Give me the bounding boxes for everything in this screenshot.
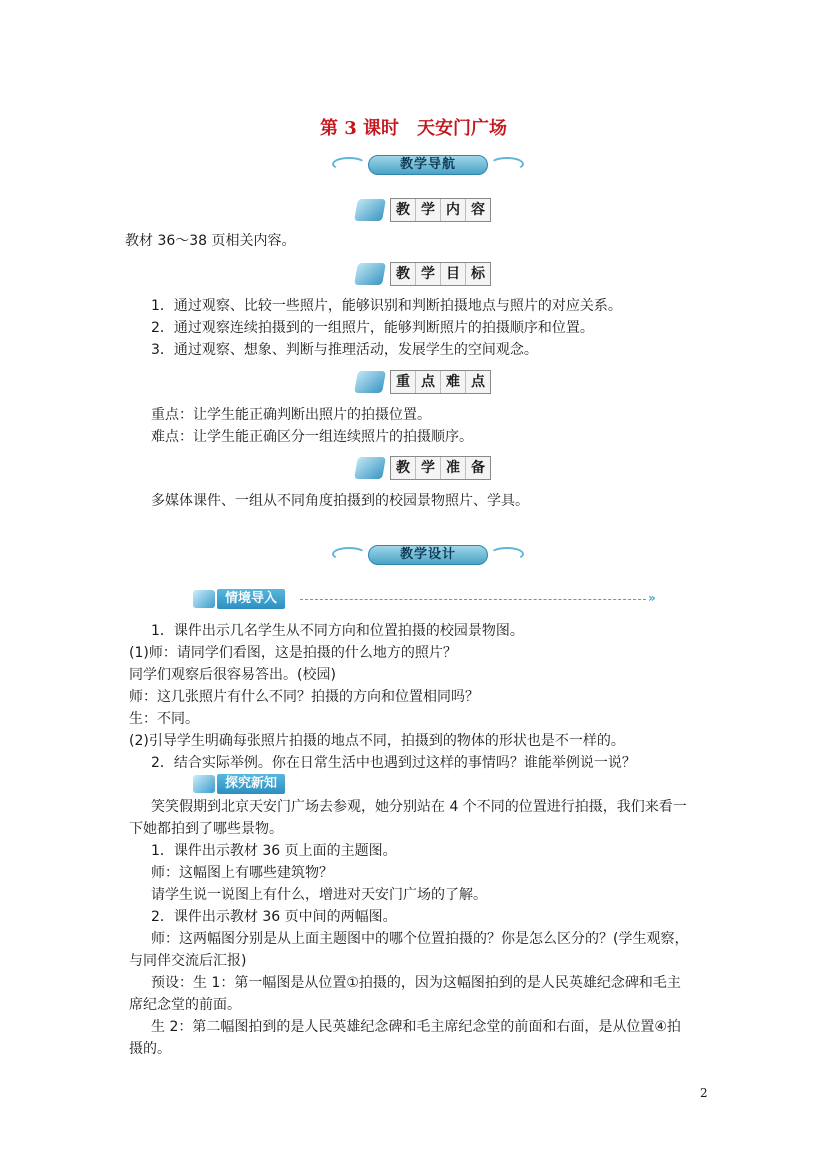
subhead-char: 学 bbox=[416, 457, 441, 479]
subhead-char: 学 bbox=[416, 199, 441, 221]
explore-line: 笑笑假期到北京天安门广场去参观，她分别站在 4 个不同的位置进行拍摄，我们来看一 bbox=[151, 799, 687, 815]
key-point-icon bbox=[354, 371, 386, 393]
ribbon-swirl-left-icon bbox=[332, 157, 366, 171]
prep-icon bbox=[354, 457, 386, 479]
page-number: 2 bbox=[700, 1086, 708, 1100]
intro-line: 师：这几张照片有什么不同？拍摄的方向和位置相同吗？ bbox=[129, 689, 479, 705]
explore-line: 下她都拍到了哪些景物。 bbox=[129, 821, 283, 837]
key-point: 难点：让学生能正确区分一组连续照片的拍摄顺序。 bbox=[151, 429, 473, 445]
goal-item: 3．通过观察、想象、判断与推理活动，发展学生的空间观念。 bbox=[151, 342, 538, 358]
subhead-char: 标 bbox=[471, 266, 485, 282]
subhead-content bbox=[356, 197, 491, 223]
subhead-char: 内 bbox=[441, 199, 466, 221]
intro-line: 同学们观察后很容易答出。(校园) bbox=[129, 667, 336, 683]
explore-icon bbox=[193, 775, 215, 793]
subhead-char: 准 bbox=[441, 457, 466, 479]
subhead-char: 目 bbox=[441, 263, 466, 285]
explore-line: 师：这两幅图分别是从上面主题图中的哪个位置拍摄的？你是怎么区分的？(学生观察， bbox=[151, 931, 689, 947]
goal-item: 2．通过观察连续拍摄到的一组照片，能够判断照片的拍摄顺序和位置。 bbox=[151, 320, 594, 336]
book-icon bbox=[354, 199, 386, 221]
subhead-char: 教 bbox=[391, 457, 416, 479]
subhead-char: 点 bbox=[471, 374, 485, 390]
intro-line: 2．结合实际举例。你在日常生活中也遇到过这样的事情吗？谁能举例说一说？ bbox=[151, 755, 636, 771]
ribbon-swirl-right-icon bbox=[490, 157, 524, 171]
explore-line: 席纪念堂的前面。 bbox=[129, 997, 241, 1013]
subhead-char: 教 bbox=[391, 199, 416, 221]
banner-label: 教学设计 bbox=[399, 547, 456, 562]
subhead-char: 教 bbox=[391, 263, 416, 285]
explore-line: 与同伴交流后汇报) bbox=[129, 953, 247, 969]
target-icon bbox=[354, 263, 386, 285]
explore-line: 预设：生 1：第一幅图是从位置①拍摄的，因为这幅图拍到的是人民英雄纪念碑和毛主 bbox=[151, 975, 681, 991]
intro-line: 1．课件出示几名学生从不同方向和位置拍摄的校园景物图。 bbox=[151, 623, 524, 639]
key-point: 重点：让学生能正确判断出照片的拍摄位置。 bbox=[151, 407, 431, 423]
section-banner-design bbox=[328, 541, 528, 569]
explore-line: 师：这幅图上有哪些建筑物？ bbox=[151, 865, 333, 881]
scene-icon bbox=[193, 590, 215, 608]
double-arrow-icon: » bbox=[648, 591, 656, 605]
ribbon-swirl-right-icon bbox=[490, 547, 524, 561]
intro-line: (1)师：请同学们看图，这是拍摄的什么地方的照片？ bbox=[129, 645, 457, 661]
ribbon-swirl-left-icon bbox=[332, 547, 366, 561]
section-banner-nav bbox=[328, 151, 528, 179]
page-title: 第 3 课时 天安门广场 bbox=[319, 118, 508, 139]
explore-line: 2．课件出示教材 36 页中间的两幅图。 bbox=[151, 909, 397, 925]
subhead-prep bbox=[356, 455, 491, 481]
tab-heading-explore bbox=[193, 773, 285, 795]
explore-line: 请学生说一说图上有什么，增进对天安门广场的了解。 bbox=[151, 887, 487, 903]
subhead-goal bbox=[356, 261, 491, 287]
subhead-char: 难 bbox=[441, 371, 466, 393]
explore-line: 1．课件出示教材 36 页上面的主题图。 bbox=[151, 843, 397, 859]
explore-line: 生 2：第二幅图拍到的是人民英雄纪念碑和毛主席纪念堂的前面和右面，是从位置④拍 bbox=[151, 1019, 681, 1035]
subhead-char: 点 bbox=[416, 371, 441, 393]
tab-heading-intro bbox=[193, 588, 285, 610]
tab-label: 探究新知 bbox=[217, 774, 285, 794]
subhead-char: 备 bbox=[471, 460, 485, 476]
banner-label: 教学导航 bbox=[399, 157, 456, 172]
prep-text: 多媒体课件、一组从不同角度拍摄到的校园景物照片、学具。 bbox=[151, 493, 529, 509]
content-text: 教材 36～38 页相关内容。 bbox=[125, 233, 296, 249]
dashed-divider bbox=[300, 599, 646, 600]
subhead-char: 学 bbox=[416, 263, 441, 285]
tab-label: 情境导入 bbox=[217, 589, 285, 609]
explore-line: 摄的。 bbox=[129, 1041, 171, 1057]
subhead-char: 重 bbox=[391, 371, 416, 393]
subhead-key bbox=[356, 369, 491, 395]
intro-line: 生：不同。 bbox=[129, 711, 199, 727]
intro-line: (2)引导学生明确每张照片拍摄的地点不同，拍摄到的物体的形状也是不一样的。 bbox=[129, 733, 625, 749]
goal-item: 1．通过观察、比较一些照片，能够识别和判断拍摄地点与照片的对应关系。 bbox=[151, 298, 622, 314]
subhead-char: 容 bbox=[471, 202, 485, 218]
